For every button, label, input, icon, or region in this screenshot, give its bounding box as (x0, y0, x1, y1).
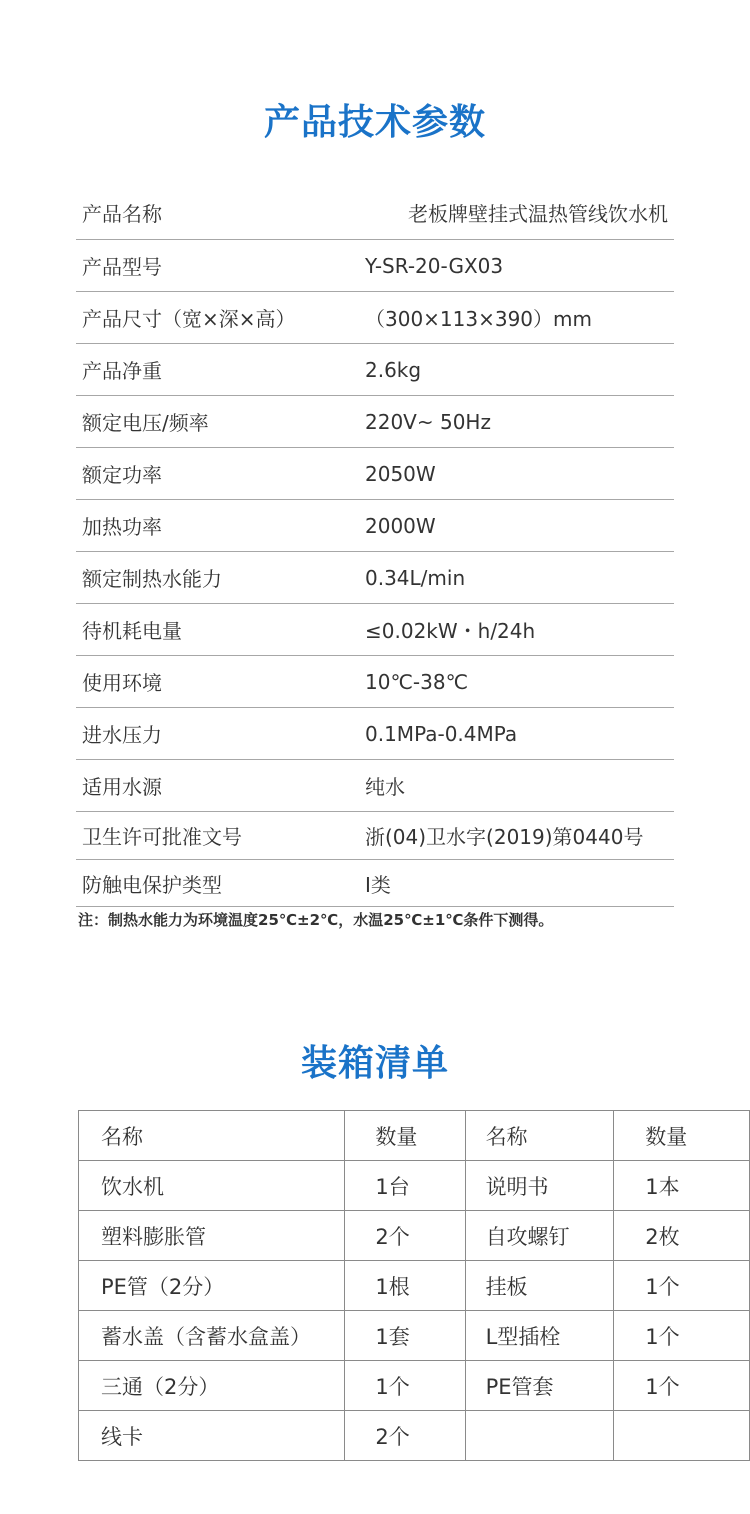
spec-value: 220V~ 50Hz (365, 409, 491, 434)
header-qty-cell: 数量 (345, 1111, 465, 1161)
spec-row (76, 185, 674, 240)
item-name-cell: 饮水机 (79, 1161, 345, 1211)
spec-value: 2000W (365, 513, 436, 538)
spec-row (76, 708, 674, 760)
packing-row (79, 1361, 750, 1411)
item-name-cell: 蓄水盖（含蓄水盒盖） (79, 1311, 345, 1361)
header-qty-cell: 数量 (614, 1111, 750, 1161)
item-name-cell: L型插栓 (465, 1311, 614, 1361)
spec-label: 额定电压/频率 (82, 411, 209, 435)
item-name-cell (465, 1411, 614, 1461)
header-name-cell: 名称 (79, 1111, 345, 1161)
spec-label: 额定功率 (82, 463, 162, 487)
spec-table (76, 185, 674, 907)
spec-label: 适用水源 (82, 775, 162, 799)
packing-row (79, 1261, 750, 1311)
spec-row (76, 448, 674, 500)
spec-label: 使用环境 (82, 671, 162, 695)
spec-value: 0.1MPa-0.4MPa (365, 721, 518, 746)
spec-row (76, 292, 674, 344)
packing-header-row (79, 1111, 750, 1161)
spec-row (76, 760, 674, 812)
item-name-cell: PE管套 (465, 1361, 614, 1411)
spec-label: 额定制热水能力 (82, 567, 222, 591)
spec-row (76, 396, 674, 448)
item-qty-cell: 1台 (345, 1161, 465, 1211)
spec-note: 注：制热水能力为环境温度25℃±2℃，水温25℃±1℃条件下测得。 (78, 911, 554, 929)
spec-label: 待机耗电量 (82, 619, 182, 643)
spec-row (76, 860, 674, 907)
spec-label: 卫生许可批准文号 (82, 825, 242, 849)
spec-label: 产品尺寸（宽×深×高） (82, 307, 296, 331)
item-qty-cell: 1个 (614, 1261, 750, 1311)
item-name-cell: 塑料膨胀管 (79, 1211, 345, 1261)
item-name-cell: 三通（2分） (79, 1361, 345, 1411)
spec-value: 10℃-38℃ (365, 669, 469, 694)
spec-value: Y-SR-20-GX03 (365, 253, 504, 278)
spec-value: （300×113×390）mm (365, 307, 593, 331)
spec-value: Ⅰ类 (365, 872, 391, 897)
item-name-cell: PE管（2分） (79, 1261, 345, 1311)
spec-label: 产品名称 (82, 201, 162, 226)
spec-row (76, 552, 674, 604)
item-qty-cell: 1个 (614, 1311, 750, 1361)
packing-row (79, 1411, 750, 1461)
item-qty-cell: 1本 (614, 1161, 750, 1211)
item-name-cell: 自攻螺钉 (465, 1211, 614, 1261)
spec-label: 产品型号 (82, 255, 162, 279)
item-name-cell: 线卡 (79, 1411, 345, 1461)
item-qty-cell (614, 1411, 750, 1461)
packing-title: 装箱清单 (300, 1043, 449, 1084)
item-qty-cell: 2个 (345, 1411, 465, 1461)
spec-row (76, 344, 674, 396)
item-qty-cell: 1个 (614, 1361, 750, 1411)
item-qty-cell: 2个 (345, 1211, 465, 1261)
item-qty-cell: 1个 (345, 1361, 465, 1411)
spec-row (76, 604, 674, 656)
spec-label: 加热功率 (82, 515, 162, 539)
spec-value: 浙(04)卫水字(2019)第0440号 (365, 825, 644, 849)
specs-title: 产品技术参数 (263, 102, 486, 143)
packing-row (79, 1311, 750, 1361)
packing-row (79, 1161, 750, 1211)
spec-value: ≤0.02kW・h/24h (365, 619, 536, 643)
spec-row (76, 500, 674, 552)
spec-value: 2050W (365, 461, 436, 486)
spec-label: 防触电保护类型 (82, 872, 222, 897)
item-qty-cell: 1根 (345, 1261, 465, 1311)
spec-row (76, 656, 674, 708)
spec-value: 老板牌壁挂式温热管线饮水机 (408, 201, 668, 226)
spec-row (76, 240, 674, 292)
packing-row (79, 1211, 750, 1261)
spec-value: 2.6kg (365, 357, 422, 382)
item-qty-cell: 1套 (345, 1311, 465, 1361)
spec-label: 进水压力 (82, 723, 162, 747)
spec-label: 产品净重 (82, 359, 162, 383)
spec-row (76, 812, 674, 860)
item-qty-cell: 2枚 (614, 1211, 750, 1261)
item-name-cell: 说明书 (465, 1161, 614, 1211)
packing-table (78, 1110, 750, 1461)
spec-value: 0.34L/min (365, 565, 466, 590)
item-name-cell: 挂板 (465, 1261, 614, 1311)
header-name-cell: 名称 (465, 1111, 614, 1161)
spec-value: 纯水 (365, 775, 405, 799)
